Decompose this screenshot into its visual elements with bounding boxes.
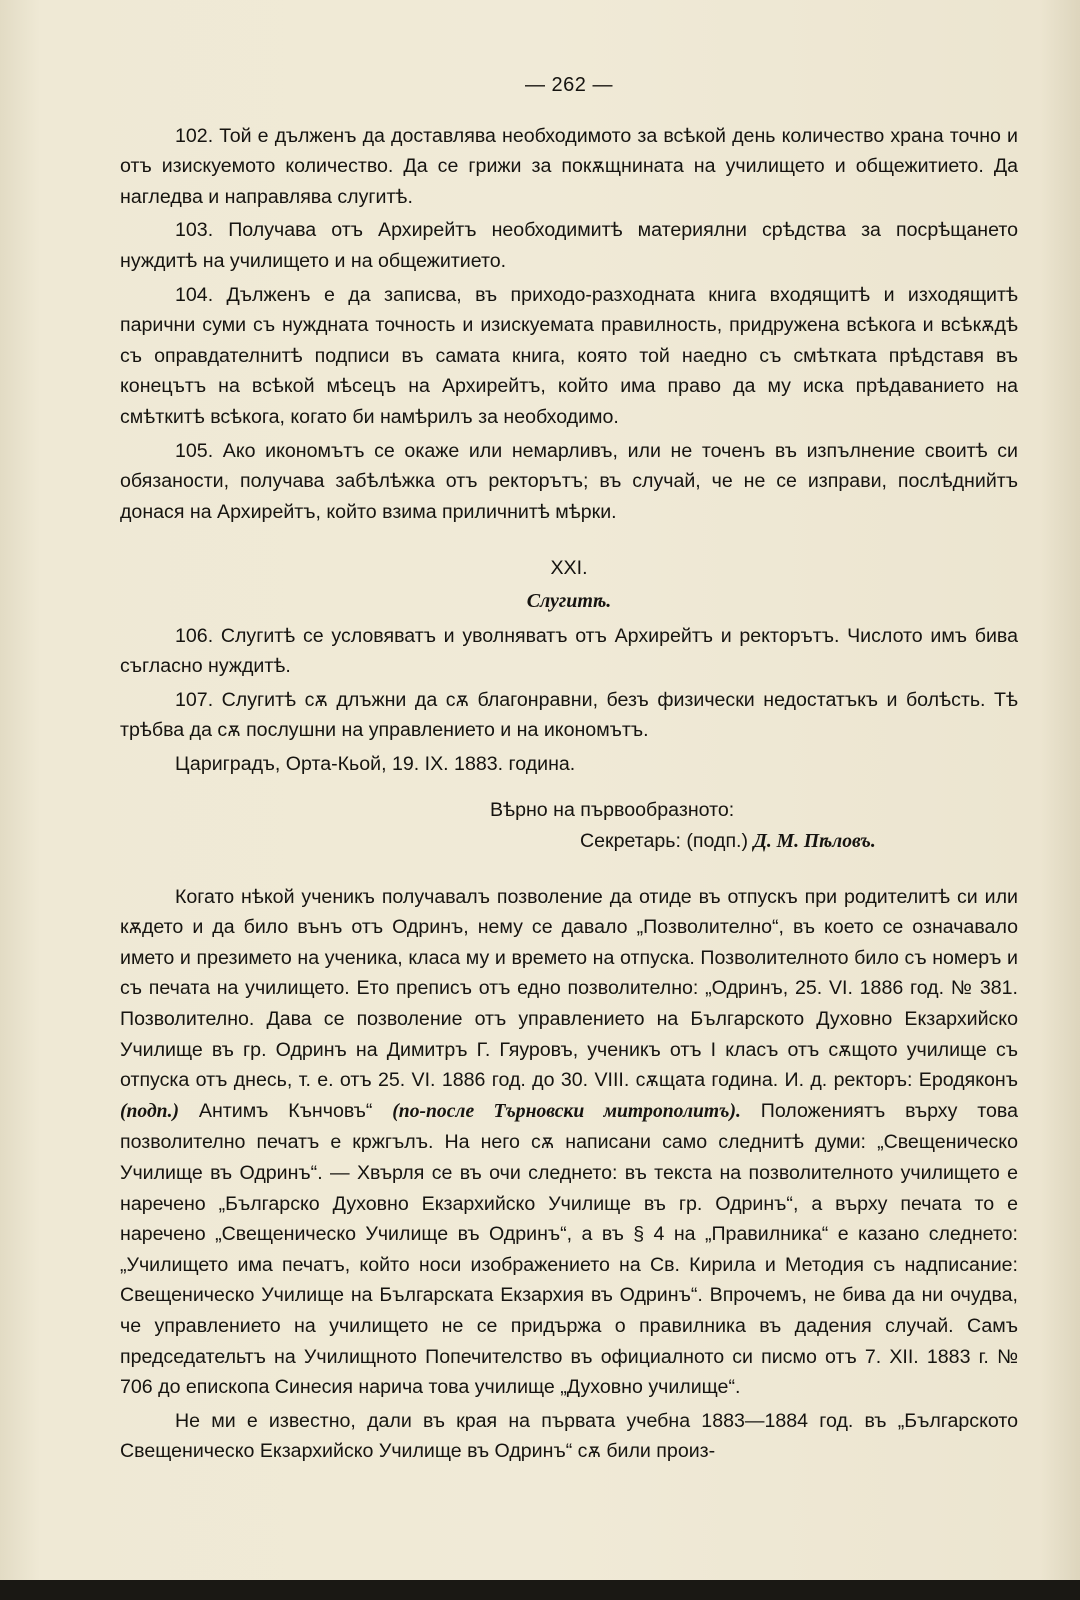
paragraph-106: 106. Слугитѣ се условяватъ и уволняватъ отъ Архирейтъ и ректорътъ. Числото имъ бива съгласно нуждитѣ. [120, 624, 1018, 678]
place-date-line: Цариградъ, Орта-Кьой, 19. IX. 1883. година. [175, 752, 576, 775]
page-number: — 262 — [525, 74, 613, 96]
secretary-signature-line [120, 826, 1018, 858]
section-number: XXI. [550, 557, 588, 580]
document-page [120, 70, 1018, 1470]
spacer [120, 858, 1018, 882]
certification-line: Вѣрно на първообразното: [490, 799, 735, 822]
permission-text-part-1: Когато нѣкой ученикъ получавалъ позволение да отиде въ отпускъ при родителитѣ си или кѫдето и да било вънъ отъ Одринъ, нему се давало „Позволително“, въ което се означавало името и презимето на ученика, класа му и времето на отпуска. Позволителното било съ номеръ и съ печата на училището. Ето преписъ отъ едно позволително: „Одринъ, 25. VI. 1886 год. № 381. Позволително. Дава се позволение отъ управлението на Българското Духовно Екзархийско Училище въ гр. Одринъ на Димитръ Г. Гяуровъ, ученикъ отъ I класъ отъ сѫщото училище съ отпуска отъ днесь, т. е. отъ 25. VI. 1886 год. до 30. VIII. сѫщата година. И. д. ректоръ: Еродяконъ [120, 885, 1018, 1092]
paragraph-107: 107. Слугитѣ сѫ длъжни да сѫ благонравни, безъ физически недостатъкъ и болѣсть. Тѣ трѣбва да сѫ послушни на управлението и на икономътъ. [120, 688, 1018, 742]
paragraph-102: 102. Той е дълженъ да доставлява необходимото за всѣкой день количество храна точно и отъ изискуемото количество. Да се грижи за покѫщнината на училището и общежитието. Да нагледва и направлява слугитѣ. [120, 124, 1018, 208]
permission-text-part-2: Антимъ Кънчовъ“ [179, 1099, 393, 1122]
paragraph-final: Не ми е известно, дали въ края на първата учебна 1883—1884 год. въ „Българското Свещеническо Екзархийско Училище въ Одринъ“ сѫ били произ- [120, 1409, 1018, 1463]
paragraph-104: 104. Дълженъ е да записва, въ приходо-разходната книга входящитѣ и изходящитѣ парични суми съ нуждната точность и изискуемата правилность, придружена всѣкога и всѣкѫдѣ съ оправдателнитѣ подписи въ самата книга, която той наедно съ смѣтката прѣдставя въ конецътъ на всѣкой мѣсецъ на Архирейтъ, който има право да му иска прѣдаванието на смѣткитѣ всѣкога, когато би намѣрилъ за необходимо. [120, 283, 1018, 428]
section-title: Слугитѣ. [526, 589, 612, 612]
secretary-name: Д. М. Пѣловъ. [753, 831, 876, 853]
paragraph-105: 105. Ако икономътъ се окаже или немарливъ, или не точенъ въ изпълнение своитѣ си обязаности, получава забѣлѣжка отъ ректорътъ; въ случай, че не се изправи, послѣднийтъ донася на Архирейтъ, който взима приличнитѣ мѣрки. [120, 439, 1018, 523]
permission-signed-abbrev: (подп.) [120, 1100, 180, 1122]
paragraph-103: 103. Получава отъ Архирейтъ необходимитѣ материялни срѣдства за посрѣщането нуждитѣ на училището и на общежитието. [120, 219, 1018, 272]
permission-later-title: (по-после Търновски митрополитъ). [392, 1100, 741, 1122]
permission-text-part-3: Положениятъ върху това позволително печатъ е кржгълъ. На него сѫ написани само следнитѣ думи: „Свещеническо Училище въ Одринъ“. — Хвърля се въ очи следнето: въ текста на позволителното училището е наречено „Българско Духовно Екзархийско Училище въ гр. Одринъ“, а върху печата то е наречено „Свещеническо Училище въ Одринъ“, а въ § 4 на „Правилника“ е казано следнето: „Училището има печатъ, който носи изображението на Св. Кирила и Методия съ надписание: Свещеническо Училище на Българската Екзархия въ Одринъ“. Впрочемъ, не бива да ни очудва, че управлението на училището не се придържа о правилника въ дадения случай. Самъ председательтъ на Училищното Попечителство въ официалното си писмо отъ 7. XII. 1883 г. № 706 до епископа Синесия нарича това училище „Духовно училище“. [120, 1099, 1018, 1399]
scan-bottom-edge [0, 1580, 1080, 1600]
secretary-label: Секретарь: (подп.) [580, 830, 754, 853]
paragraph-permission-note [120, 882, 1018, 1403]
